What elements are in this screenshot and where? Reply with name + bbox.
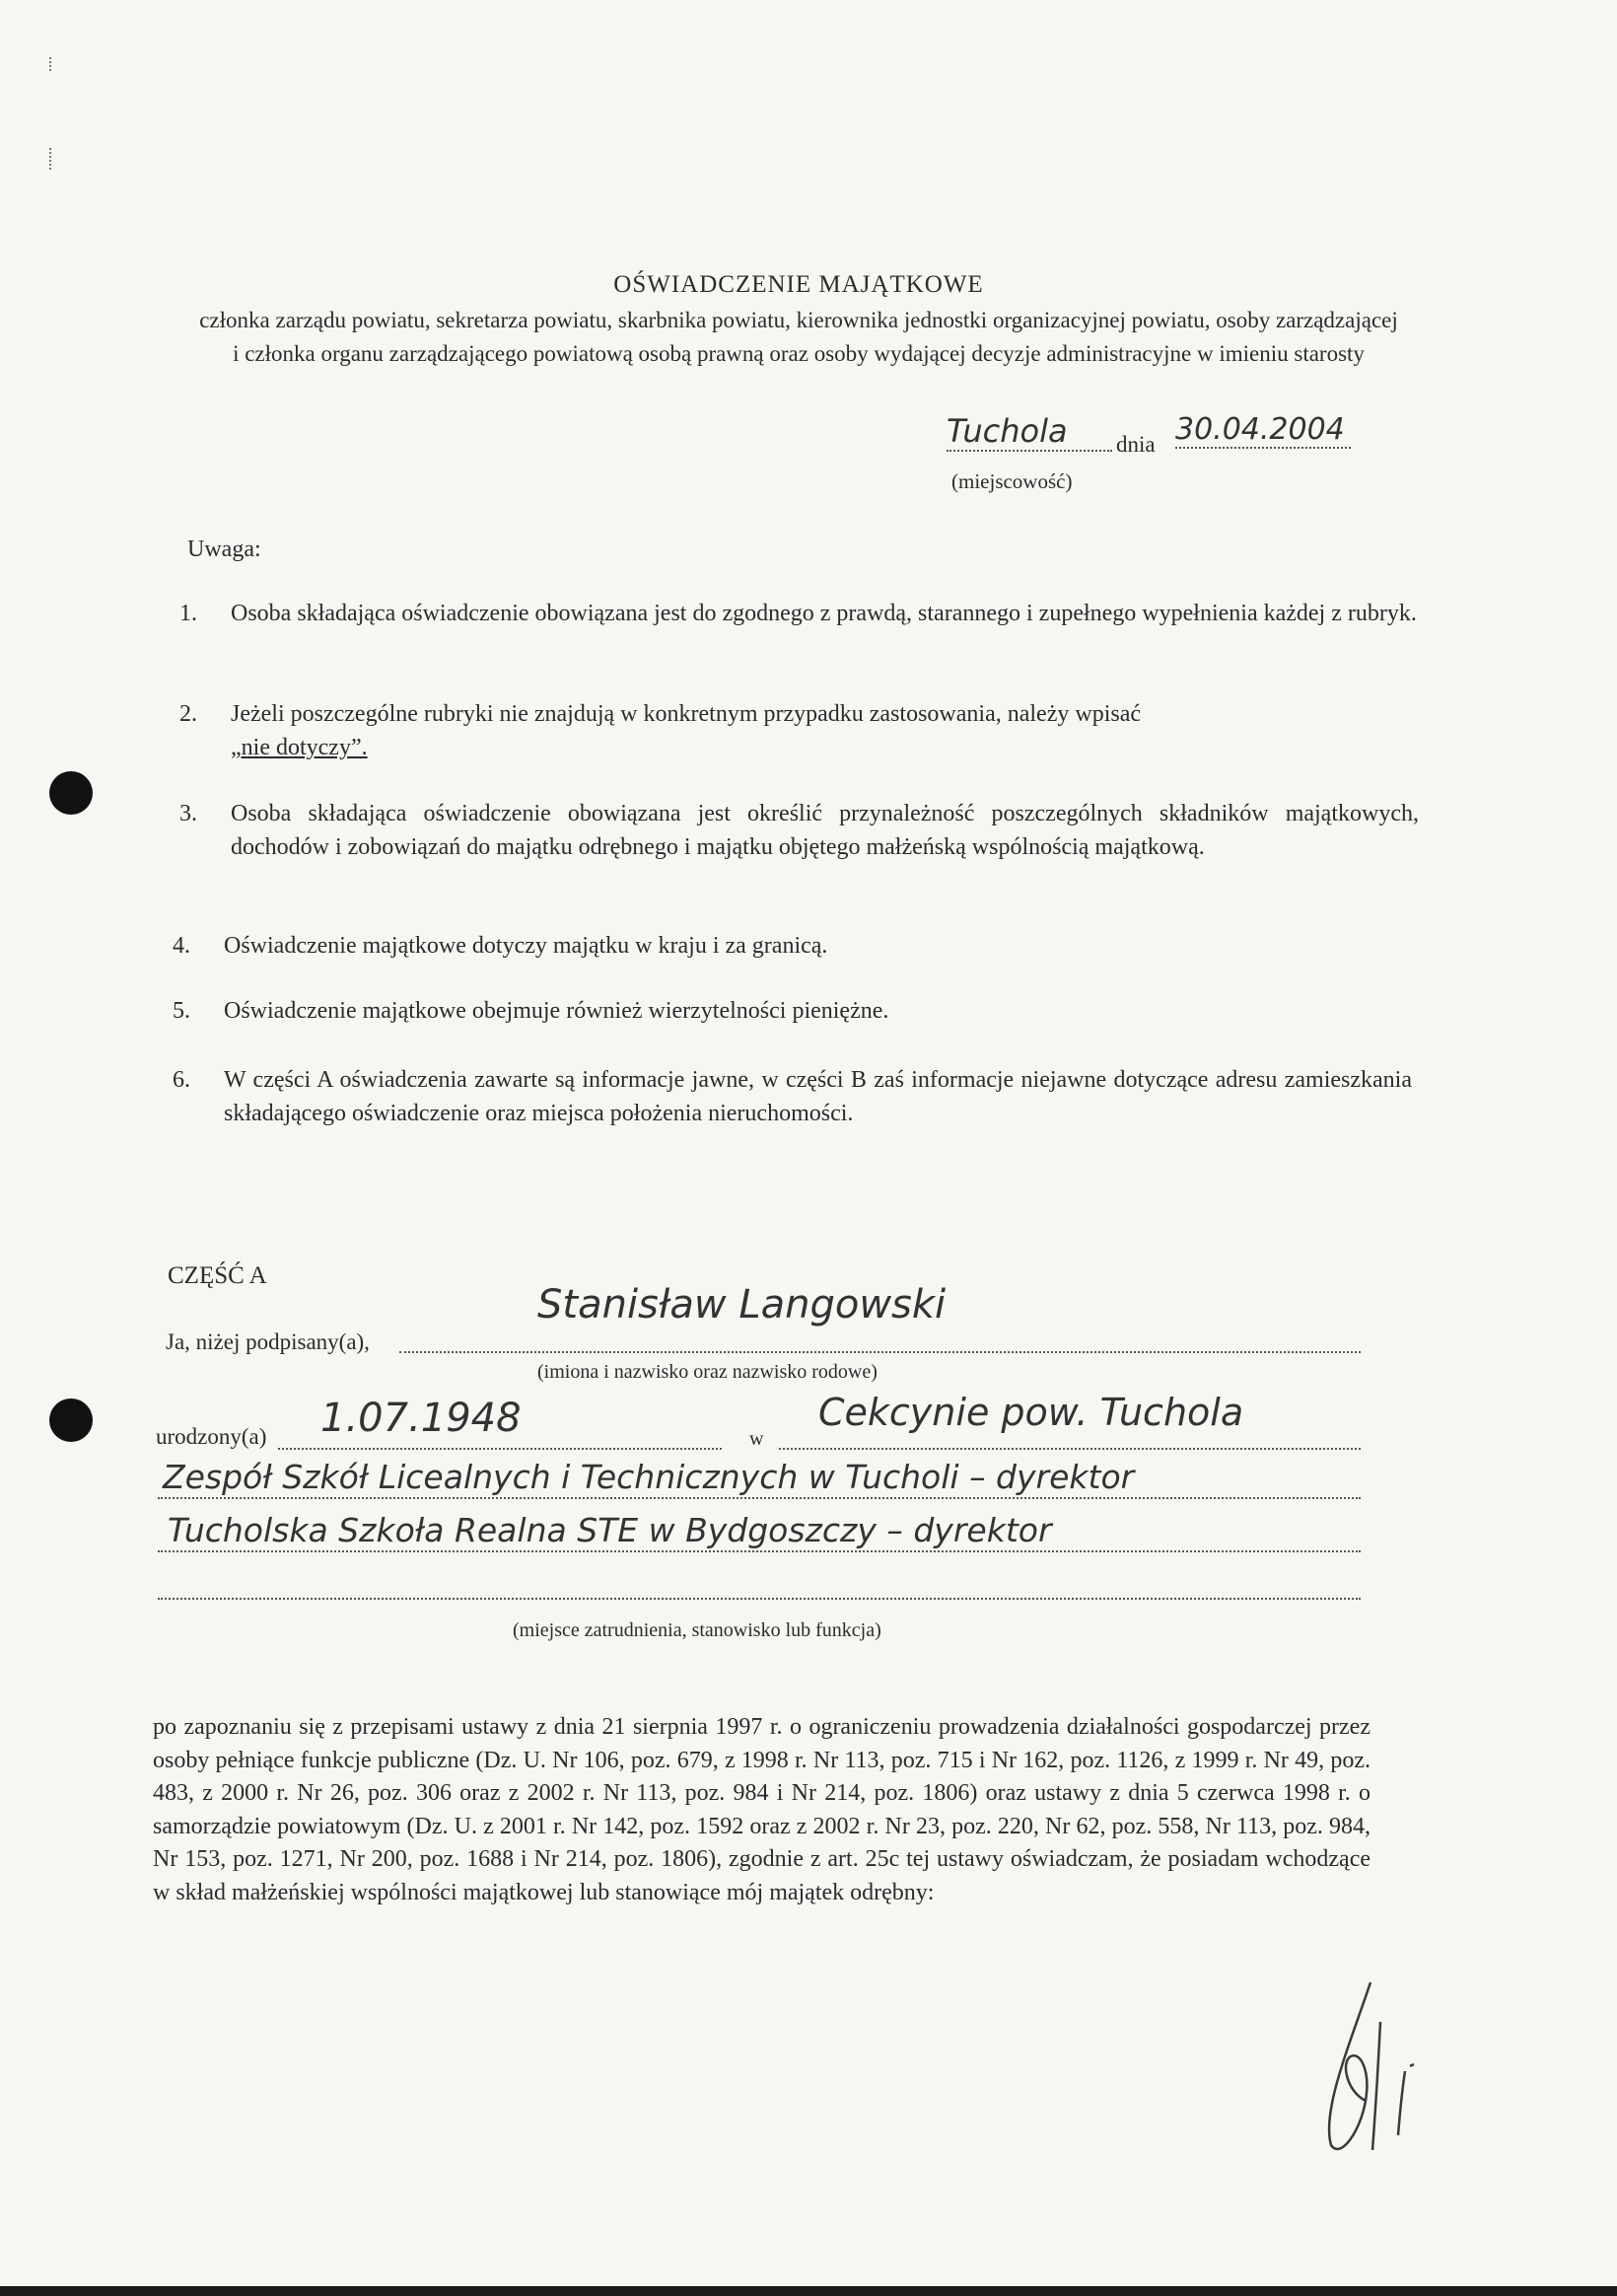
notes-label: Uwaga: (187, 537, 261, 562)
note-item (173, 929, 1415, 965)
statement-paragraph: po zapoznaniu się z przepisami ustawy z dnia 21 sierpnia 1997 r. o ograniczeniu prowadzenia działalności gospodarczej przez osoby pełniące funkcje publiczne (Dz. U. Nr 106, poz. 679, z 1998 r. Nr 113, poz. 715 i Nr 162, poz. 1126, z 1999 r. Nr 49, poz. 483, z 2000 r. Nr 26, poz. 306 oraz z 2002 r. Nr 113, poz. 984 i Nr 214, poz. 1806) oraz ustawy z dnia 5 czerwca 1998 r. o samorządzie powiatowym (Dz. U. z 2001 r. Nr 142, poz. 1592 oraz z 2002 r. Nr 23, poz. 220, Nr 62, poz. 558, Nr 113, poz. 984, Nr 153, poz. 1271, Nr 200, poz. 1688 i Nr 214, poz. 1806), zgodnie z art. 25c tej ustawy oświadczam, że posiadam wchodzące w skład małżeńskiej wspólności majątkowej lub stanowiące mój majątek odrębny: (153, 1714, 1371, 1905)
note-number: 4. (173, 933, 190, 959)
employment-line (158, 1580, 1361, 1600)
employment-value-2: Tucholska Szkoła Realna STE w Bydgoszczy – dyrektor (168, 1511, 1052, 1549)
note-text: Osoba składająca oświadczenie obowiązana jest do zgodnego z prawdą, starannego i zupełnego wypełnienia każdej z rubryk. (231, 601, 1417, 626)
note-item (173, 994, 1415, 1030)
employment-caption: (miejsce zatrudnienia, stanowisko lub funkcja) (513, 1619, 881, 1641)
note-number: 1. (179, 601, 197, 626)
employment-value-1: Zespół Szkół Licealnych i Technicznych w Tucholi – dyrektor (163, 1458, 1135, 1496)
date-value: 30.04.2004 (1175, 412, 1351, 449)
note-item (179, 797, 1422, 897)
dnia-label: dnia (1116, 432, 1156, 457)
signed-label: Ja, niżej podpisany(a), (166, 1329, 370, 1354)
w-label: w (749, 1428, 764, 1450)
note-text: Osoba składająca oświadczenie obowiązana jest określić przynależność poszczególnych składników majątkowych, dochodów i zobowiązań do majątku odrębnego i majątku objętego małżeńską wspólnością majątkową. (231, 801, 1419, 860)
signed-name-value: Stanisław Langowski (537, 1282, 947, 1327)
name-caption: (imiona i nazwisko oraz nazwisko rodowe) (537, 1361, 878, 1383)
place-date-line (947, 412, 1361, 462)
document-subtitle: członka zarządu powiatu, sekretarza powiatu, skarbnika powiatu, kierownika jednostki organizacyjnej powiatu, osoby zarządzającej i członka organu zarządzającego powiatową osobą prawną oraz osoby wydającej decyzje administracyjne w imieniu starosty (199, 308, 1398, 366)
place-value: Tuchola (947, 412, 1112, 452)
born-place-value: Cekcynie pow. Tuchola (818, 1391, 1244, 1434)
note-number: 2. (179, 701, 197, 727)
punch-hole (49, 1399, 93, 1442)
part-a-heading: CZĘŚĆ A (168, 1262, 267, 1289)
place-caption: (miejscowość) (951, 469, 1073, 493)
margin-mark (49, 57, 57, 71)
note-number: 6. (173, 1067, 190, 1093)
born-date-value: 1.07.1948 (320, 1396, 522, 1441)
born-label: urodzony(a) (156, 1424, 267, 1449)
note-number: 5. (173, 998, 190, 1024)
scan-bottom-edge (0, 2286, 1617, 2296)
note-item (179, 697, 1422, 766)
margin-mark (49, 148, 57, 170)
note-item (173, 1063, 1415, 1164)
initials-signature (1311, 1963, 1449, 2160)
note-text: Oświadczenie majątkowe obejmuje również wierzytelności pieniężne. (224, 998, 889, 1024)
note-text: Oświadczenie majątkowe dotyczy majątku w kraju i za granicą. (224, 933, 828, 959)
punch-hole (49, 771, 93, 815)
note-text: W części A oświadczenia zawarte są informacje jawne, w części B zaś informacje niejawne dotyczące adresu zamieszkania składającego oświadczenie oraz miejsca położenia nieruchomości. (224, 1067, 1412, 1126)
note-item (179, 597, 1422, 666)
note-number: 3. (179, 801, 197, 826)
document-title: OŚWIADCZENIE MAJĄTKOWE (613, 271, 984, 298)
note-text: Jeżeli poszczególne rubryki nie znajdują w konkretnym przypadku zastosowania, należy wpisać „nie dotyczy”. (231, 701, 1142, 760)
